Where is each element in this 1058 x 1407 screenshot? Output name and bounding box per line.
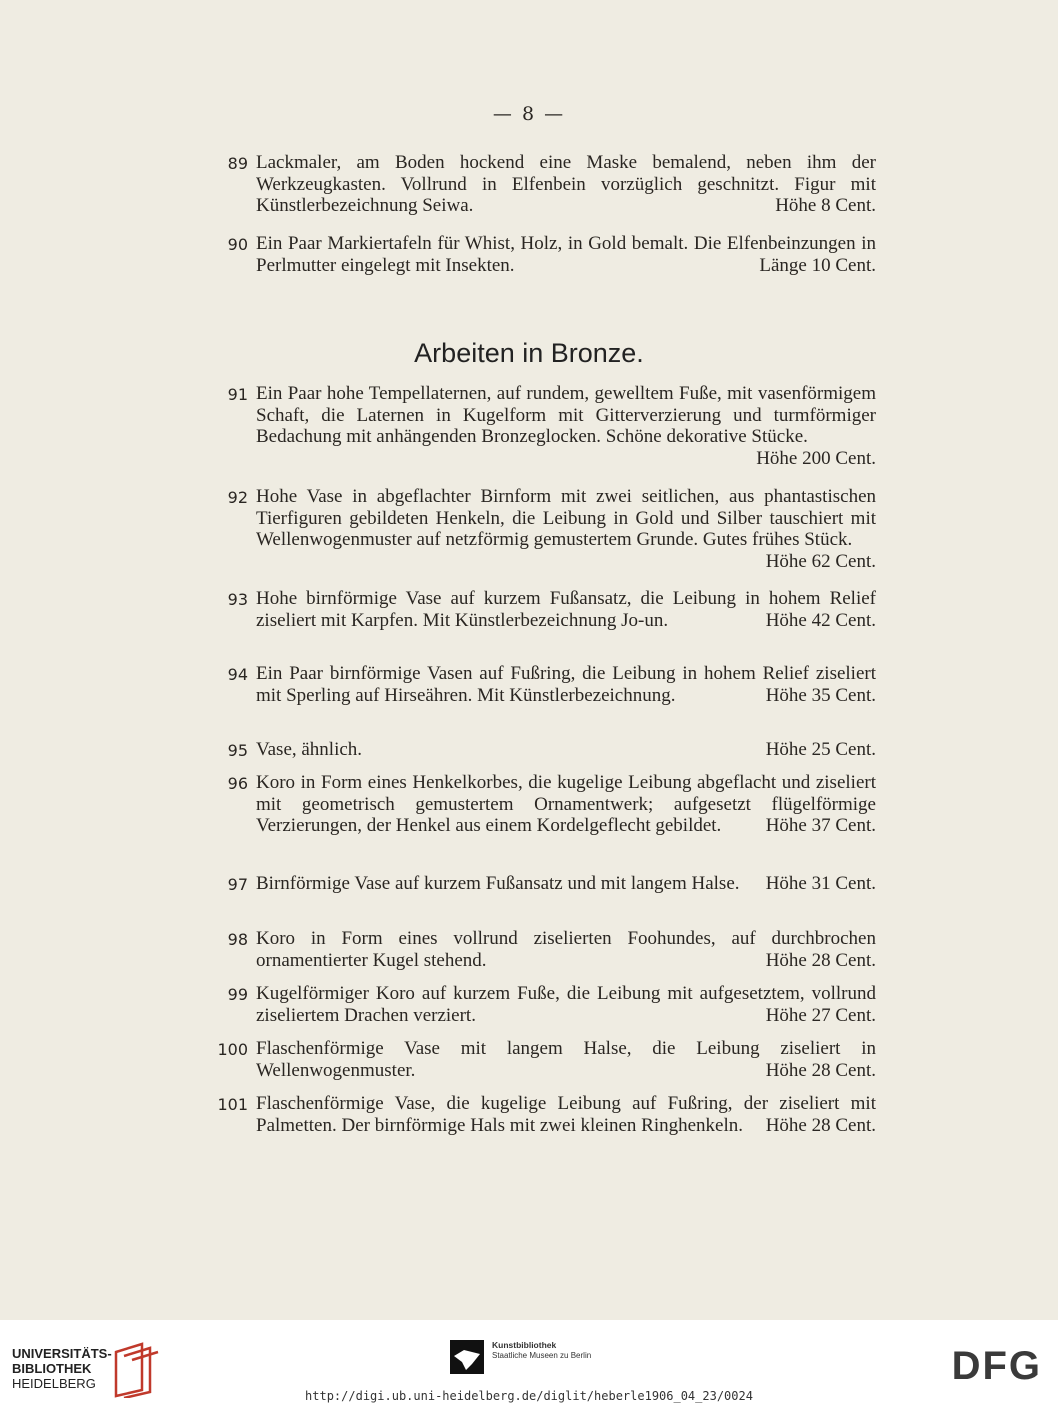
- catalog-entry-100: [200, 1038, 876, 1081]
- entry-text: Flaschenförmige Vase, die kugelige Leibung auf Fußring, der ziseliert mit Palmetten. Der birnförmige Hals mit zwei kleinen Ringhenkeln.: [256, 1093, 876, 1136]
- entry-description: [256, 983, 876, 1026]
- digitization-footer: [0, 1320, 1058, 1407]
- entry-number: 99: [227, 985, 248, 1004]
- entry-text: Ein Paar Markiertafeln für Whist, Holz, in Gold bemalt. Die Elfenbeinzungen in Perlmutter eingelegt mit Insekten.: [256, 233, 876, 276]
- catalog-entry-99: [200, 983, 876, 1026]
- ub-heidelberg-logo[interactable]: [12, 1346, 112, 1391]
- entry-measurement: Höhe 8 Cent.: [775, 195, 876, 216]
- entry-description: [256, 233, 876, 276]
- entry-measurement: Höhe 28 Cent.: [765, 949, 876, 971]
- entry-measurement: Höhe 42 Cent.: [765, 609, 876, 631]
- ub-line-3: HEIDELBERG: [12, 1376, 96, 1391]
- entry-number: 97: [227, 875, 248, 894]
- entry-number: 90: [227, 235, 248, 254]
- entry-text: Birnförmige Vase auf kurzem Fußansatz und mit langem Halse.: [256, 873, 740, 894]
- entry-description: [256, 383, 876, 469]
- entry-description: [256, 873, 876, 895]
- kunstbibliothek-icon: [450, 1340, 484, 1374]
- catalog-entry-96: [200, 772, 876, 837]
- entry-number: 95: [227, 741, 248, 760]
- entry-measurement: Höhe 35 Cent.: [765, 684, 876, 706]
- catalog-entry-91: [200, 383, 876, 469]
- entry-number: 98: [227, 930, 248, 949]
- entry-description: [256, 1038, 876, 1081]
- kb-subtitle: Staatliche Museen zu Berlin: [492, 1351, 592, 1360]
- entry-text: Lackmaler, am Boden hockend eine Maske bemalend, neben ihm der Werkzeugkasten. Vollrund in Elfenbein vorzüglich geschnitzt. Figur mit Künstlerbezeichnung Seiwa.: [256, 152, 876, 216]
- entry-text: Hohe birnförmige Vase auf kurzem Fußansatz, die Leibung in hohem Relief ziseliert mit Karpfen. Mit Künstlerbezeichnung Jo-un.: [256, 588, 876, 631]
- entry-text: Ein Paar birnförmige Vasen auf Fußring, die Leibung in hohem Relief ziseliert mit Sperling auf Hirseähren. Mit Künstlerbezeichnung.: [256, 663, 876, 706]
- page-number: — 8 —: [492, 103, 566, 125]
- entry-number: 92: [227, 488, 248, 507]
- entry-measurement: Höhe 25 Cent.: [765, 739, 876, 760]
- entry-description: [256, 486, 876, 572]
- entry-number: 100: [217, 1040, 248, 1059]
- catalog-entry-89: [200, 152, 876, 217]
- entry-description: [256, 152, 876, 217]
- catalog-entry-90: [200, 233, 876, 276]
- entry-measurement: Höhe 200 Cent.: [756, 447, 876, 469]
- entry-number: 94: [227, 665, 248, 684]
- entry-number: 91: [227, 385, 248, 404]
- entry-text: Vase, ähnlich.: [256, 739, 363, 760]
- catalog-entry-98: [200, 928, 876, 971]
- entry-text: Ein Paar hohe Tempellaternen, auf rundem, gewelltem Fuße, mit vasenförmigem Schaft, die Laternen in Kugelform mit Gitterverzierung und turmförmiger Bedachung mit anhängenden Bronzeglocken. Schöne dekorative Stücke.: [256, 383, 876, 447]
- ub-heidelberg-name: [12, 1346, 112, 1391]
- entry-number: 101: [217, 1095, 248, 1114]
- entry-description: [256, 739, 876, 761]
- section-heading: Arbeiten in Bronze.: [414, 338, 644, 368]
- dfg-logo[interactable]: DFG: [951, 1344, 1042, 1388]
- entry-text: Kugelförmiger Koro auf kurzem Fuße, die Leibung mit aufgesetztem, vollrund ziseliertem Drachen verziert.: [256, 983, 876, 1026]
- entry-measurement: Höhe 37 Cent.: [765, 815, 876, 836]
- catalog-entry-93: [200, 588, 876, 631]
- entry-measurement: Höhe 28 Cent.: [765, 1059, 876, 1081]
- entry-number: 89: [227, 154, 248, 173]
- entry-text: Koro in Form eines Henkelkorbes, die kugelige Leibung abgeflacht und ziseliert mit geometrisch gemustertem Ornamentwerk; aufgesetzt flügelförmige Verzierungen, der Henkel aus einem Kordelgeflecht gebildet.: [256, 772, 876, 836]
- entry-text: Flaschenförmige Vase mit langem Halse, die Leibung ziseliert in Wellenwogenmuster.: [256, 1038, 876, 1081]
- ub-line-1: UNIVERSITÄTS-: [12, 1346, 112, 1361]
- entry-measurement: Länge 10 Cent.: [759, 254, 876, 276]
- kb-title: Kunstbibliothek: [492, 1340, 557, 1350]
- catalog-entry-97: [200, 873, 876, 895]
- entry-description: [256, 663, 876, 706]
- entry-measurement: Höhe 31 Cent.: [765, 873, 876, 894]
- entry-text: Koro in Form eines vollrund ziselierten Foohundes, auf durchbrochen ornamentierter Kugel stehend.: [256, 928, 876, 971]
- kunstbibliothek-logo[interactable]: [450, 1340, 592, 1379]
- entry-number: 96: [227, 774, 248, 793]
- kunstbibliothek-name: [492, 1340, 591, 1361]
- catalog-entry-95: [200, 739, 876, 761]
- entry-measurement: Höhe 27 Cent.: [765, 1004, 876, 1026]
- catalog-entry-94: [200, 663, 876, 706]
- entry-description: [256, 928, 876, 971]
- entry-description: [256, 588, 876, 631]
- entry-measurement: Höhe 62 Cent.: [765, 550, 876, 572]
- entry-text: Hohe Vase in abgeflachter Birnform mit zwei seitlichen, aus phantastischen Tierfiguren gebildeten Henkeln, die Leibung in Gold und Silber tauschiert mit Wellenwogenmuster auf netzförmig gemustertem Grunde. Gutes frühes Stück.: [256, 486, 876, 550]
- entry-description: [256, 1093, 876, 1136]
- entry-description: [256, 772, 876, 837]
- entry-measurement: Höhe 28 Cent.: [765, 1114, 876, 1136]
- catalog-entry-101: [200, 1093, 876, 1136]
- catalog-entry-92: [200, 486, 876, 572]
- ub-line-2: BIBLIOTHEK: [12, 1361, 92, 1376]
- permalink-url[interactable]: http://digi.ub.uni-heidelberg.de/diglit/heberle1906_04_23/0024: [305, 1389, 753, 1403]
- entry-number: 93: [227, 590, 248, 609]
